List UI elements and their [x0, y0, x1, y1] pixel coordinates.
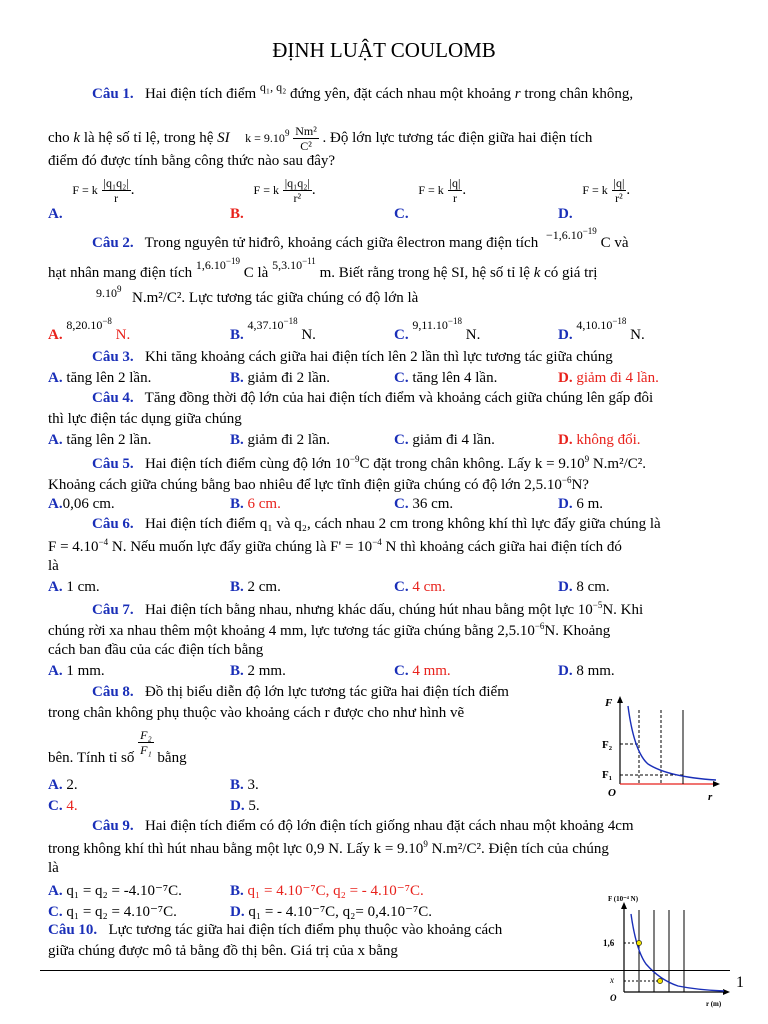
q4-line1 [92, 390, 653, 407]
answer-exp: −8 [102, 316, 112, 326]
frac-den: r² [615, 191, 623, 205]
option-letter: B. [230, 496, 244, 512]
q6-option-d[interactable] [558, 579, 610, 596]
frac-den: r [452, 191, 457, 205]
q2-n-exp: −19 [225, 256, 240, 266]
q1-option-a[interactable]: A. F = k $\frac{\text{|q₁q₂|}}{r}$ . [48, 176, 135, 222]
option-letter: C. [48, 798, 63, 814]
q8-option-c[interactable] [48, 798, 78, 815]
option-letter: A. [48, 579, 63, 595]
q8-text: bằng [157, 750, 187, 766]
q2-dist-exp: −11 [302, 256, 316, 266]
q9-text: trong không khí thì hút nhau bằng một lực 0,9 N. Lấy k = 9.10 [48, 841, 424, 857]
ratio-den: F₁ [140, 743, 152, 757]
q1-option-c[interactable]: C. F = k $\frac{|q|}{r}$ . [394, 176, 467, 222]
answer: tăng lên 2 lần. [66, 432, 152, 448]
q6-line1 [92, 516, 661, 533]
q8-option-b[interactable] [230, 777, 259, 794]
q7-exp: −6 [534, 621, 545, 631]
q10-line1 [48, 922, 502, 939]
option-letter: A. [48, 205, 63, 222]
option-letter: A. [48, 663, 63, 679]
q1-k-exp: 9 [284, 128, 290, 138]
option-letter: D. [558, 370, 573, 386]
option-letter: B. [230, 663, 244, 679]
graph-label-f1: F₁ [602, 769, 613, 781]
graph-label-f: F [605, 697, 613, 709]
formula: F = k [253, 182, 279, 197]
q5-line1 [92, 454, 646, 473]
q2-option-d[interactable] [558, 316, 645, 343]
q2-option-a[interactable] [48, 316, 131, 343]
option-letter: A. [48, 370, 63, 386]
q8-label: Câu 8. [92, 684, 134, 700]
option-letter: C. [394, 370, 409, 386]
option-letter: D. [558, 663, 573, 679]
q5-label: Câu 5. [92, 456, 134, 472]
q2-dist: 5,3.10 [272, 258, 303, 272]
option-letter: B. [230, 432, 244, 448]
answer-unit: N. [115, 327, 131, 343]
graph-label-x: x [610, 975, 614, 985]
frac-den: r [114, 191, 119, 205]
option-letter: A. [48, 432, 63, 448]
answer: 4 mm. [412, 663, 451, 679]
answer: 2. [66, 777, 78, 793]
q6-exp: −4 [98, 537, 109, 547]
q8-option-d[interactable] [230, 798, 260, 815]
q1-text: . Độ lớn lực tương tác điện giữa hai điện tích [322, 130, 593, 146]
option-letter: D. [558, 205, 573, 222]
q5-text: Hai điện tích điểm cùng độ lớn 10 [144, 456, 350, 472]
q2-text: N.m²/C². Lực tương tác giữa chúng có độ lớn là [132, 290, 419, 306]
q7-text: N. Khoảng [544, 623, 611, 639]
q1-sym-r: r [514, 86, 521, 102]
option-letter: B. [230, 579, 244, 595]
q4-option-c[interactable] [394, 432, 495, 449]
q8-ratio [138, 728, 154, 757]
q7-option-c[interactable] [394, 663, 451, 680]
q2-line1 [92, 226, 629, 252]
option-letter: C. [394, 327, 409, 343]
q7-text: N. Khi [602, 602, 644, 618]
force-curve [631, 914, 724, 991]
q2-option-c[interactable] [394, 316, 481, 343]
q9-line1 [92, 818, 634, 835]
answer: q₁ = q₂ = -4.10⁻⁷C. [66, 883, 182, 899]
formula: F = k [582, 182, 608, 197]
q9-text: N.m²/C². Điện tích của chúng [431, 841, 609, 857]
q6-line3: là [48, 558, 59, 574]
q2-text: C và [600, 235, 629, 251]
q5-text: N? [571, 477, 589, 493]
q5-text: C đặt trong chân không. Lấy k = 9.10 [359, 456, 585, 472]
q1-sym-si: SI [217, 130, 230, 146]
q5-line2 [48, 475, 589, 494]
graph-label-16: 1,6 [603, 938, 615, 948]
y-axis-arrow [617, 696, 623, 703]
q8-text: bên. Tính tỉ số [48, 750, 135, 766]
answer-exp: −18 [283, 316, 298, 326]
point-marker [657, 978, 662, 983]
q8-option-a[interactable] [48, 777, 78, 794]
q2-text: m. Biết rằng trong hệ SI, hệ số tỉ lệ [319, 265, 530, 281]
q5-option-a[interactable] [48, 496, 115, 513]
answer: giảm đi 2 lần. [247, 370, 331, 386]
q8-graph [598, 692, 728, 804]
q9-line2 [48, 839, 609, 858]
q10-label: Câu 10. [48, 922, 98, 938]
q6-exp: −4 [372, 537, 382, 547]
q1-text: trong chân không, [524, 86, 634, 102]
q5-exp: −6 [561, 475, 572, 485]
q7-option-d[interactable] [558, 663, 615, 680]
q6-line2 [48, 537, 622, 556]
frac-num: |q| [613, 176, 625, 190]
graph-label-o: O [608, 787, 616, 799]
q2-k-val: 9.10 [96, 286, 117, 300]
q8-line2: trong chân không phụ thuộc vào khoảng cách r được cho như hình vẽ [48, 705, 465, 721]
frac-num: |q₁q₂| [284, 176, 310, 190]
formula-frac [283, 176, 312, 205]
answer: 0,06 cm. [62, 496, 115, 512]
q1-text: là hệ số tỉ lệ, trong hệ [83, 130, 214, 146]
q1-option-d[interactable]: D. F = k $\frac{|q|}{\text{r²}}$ . [558, 176, 631, 222]
q5-option-d[interactable] [558, 496, 603, 513]
graph-label-o: O [610, 993, 617, 1003]
q5-option-b[interactable] [230, 496, 281, 513]
answer: 4 cm. [412, 579, 446, 595]
q8-text: Đồ thị biểu diễn độ lớn lực tương tác giữa hai điện tích điểm [144, 684, 509, 700]
q1-k-den: C² [300, 139, 312, 154]
q3-line1 [92, 349, 613, 366]
q2-line2 [48, 256, 598, 282]
q5-exp: 9 [584, 454, 590, 464]
q4-text: Tăng đồng thời độ lớn của hai điện tích điểm và khoảng cách giữa chúng lên gấp đôi [144, 390, 654, 406]
q2-label: Câu 2. [92, 235, 134, 251]
option-letter: B. [230, 327, 244, 343]
q7-option-a[interactable] [48, 663, 105, 680]
q1-k-unit [293, 124, 319, 153]
option-letter: C. [394, 663, 409, 679]
q3-option-c[interactable] [394, 370, 497, 387]
answer: không đổi. [576, 432, 641, 448]
answer: tăng lên 4 lần. [412, 370, 498, 386]
q7-text: Hai điện tích bằng nhau, nhưng khác dấu, chúng hút nhau bằng một lực 10 [144, 602, 593, 618]
x-axis-arrow [713, 781, 720, 787]
formula: F = k [72, 182, 98, 197]
q6-text: F = 4.10 [48, 539, 99, 555]
q6-option-b[interactable] [230, 579, 281, 596]
q1-line2 [48, 110, 592, 153]
graph-label-r: r (m) [706, 1000, 722, 1008]
option-letter: B. [230, 777, 244, 793]
frac-num: |q₁q₂| [103, 176, 129, 190]
option-letter: C. [394, 579, 409, 595]
q4-line2: thì lực điện tác dụng giữa chúng [48, 411, 242, 427]
answer: tăng lên 2 lần. [66, 370, 152, 386]
q8-line3 [48, 728, 187, 767]
q7-line3: cách ban đầu của các điện tích bằng [48, 642, 264, 658]
answer: 2 cm. [247, 579, 281, 595]
answer-exp: −18 [612, 316, 627, 326]
answer: 8,20.10 [66, 318, 103, 332]
q10-graph [598, 892, 738, 1010]
q5-text: Khoảng cách giữa chúng bằng bao nhiêu để lực tĩnh điện giữa chúng có độ lớn 2,5.10 [48, 477, 562, 493]
q7-line1 [92, 600, 643, 619]
answer: 8 cm. [576, 579, 610, 595]
q5-text: N.m²/C². [592, 456, 647, 472]
q6-option-c[interactable] [394, 579, 446, 596]
answer: 4,10.10 [576, 318, 613, 332]
answer: 8 mm. [576, 663, 615, 679]
frac-num: |q| [449, 176, 461, 190]
q9-exp: 9 [423, 839, 428, 849]
q5-exp: −9 [349, 454, 360, 464]
q2-text: C là [243, 265, 269, 281]
q9-line3: là [48, 860, 59, 876]
formula-frac [102, 176, 131, 205]
q10-text: Lực tương tác giữa hai điện tích điểm phụ thuộc vào khoảng cách [108, 922, 503, 938]
option-letter: B. [230, 883, 244, 899]
answer: 1 mm. [66, 663, 105, 679]
option-letter: A. [48, 496, 63, 512]
q9-label: Câu 9. [92, 818, 134, 834]
q7-option-b[interactable] [230, 663, 286, 680]
answer-unit: N. [465, 327, 481, 343]
q4-label: Câu 4. [92, 390, 134, 406]
q7-line2 [48, 621, 610, 640]
q6-text: N. Nếu muốn lực đẩy giữa chúng là F' = 10 [111, 539, 373, 555]
force-curve [628, 706, 716, 780]
answer-exp: −18 [447, 316, 462, 326]
q4-option-b[interactable] [230, 432, 330, 449]
q4-option-d[interactable] [558, 432, 641, 449]
answer: 4. [66, 798, 78, 814]
option-letter: D. [558, 579, 573, 595]
answer-unit: N. [301, 327, 316, 343]
q6-label: Câu 6. [92, 516, 134, 532]
option-letter: C. [48, 904, 63, 920]
q2-n-charge: 1,6.10 [195, 258, 226, 272]
answer: 3. [247, 777, 259, 793]
q1-text: Hai điện tích điểm [144, 86, 257, 102]
q9-option-d[interactable] [230, 902, 432, 921]
formula: F = k [418, 182, 444, 197]
answer-unit: N. [630, 327, 645, 343]
q2-k-exp: 9 [117, 284, 122, 294]
q3-option-d[interactable] [558, 370, 659, 387]
option-letter: C. [394, 205, 409, 222]
graph-label-r: r [708, 791, 713, 803]
footer-divider [40, 970, 730, 971]
option-letter: B. [230, 370, 244, 386]
answer: 4,37.10 [247, 318, 284, 332]
answer: 1 cm. [66, 579, 100, 595]
q1-option-b[interactable]: B. F = k $\frac{\text{|q₁q₂|}}{\text{r²}}$ . [230, 176, 316, 222]
option-letter: A. [48, 327, 63, 343]
q1-text: cho [48, 130, 70, 146]
q9-option-b[interactable] [230, 881, 424, 900]
answer: 2 mm. [247, 663, 286, 679]
answer: giảm đi 4 lần. [412, 432, 495, 448]
q1-k-lhs: k = 9.10 [245, 131, 285, 145]
formula-frac [612, 176, 627, 205]
answer: q₁ = - 4.10⁻⁷C, q₂= 0,4.10⁻⁷C. [248, 904, 433, 920]
q6-text: N thì khoảng cách giữa hai điện tích đó [385, 539, 622, 555]
answer: giảm đi 4 lần. [576, 370, 659, 386]
q2-text: hạt nhân mang điện tích [48, 265, 193, 281]
q4-option-a[interactable] [48, 432, 151, 449]
q3-option-a[interactable] [48, 370, 151, 387]
x-axis-arrow [723, 989, 730, 995]
answer: 6 m. [576, 496, 604, 512]
q10-line2: giữa chúng được mô tả bằng đồ thị bên. Giá trị của x bằng [48, 943, 398, 959]
q2-text: Trong nguyên tử hiđrô, khoảng cách giữa êlectron mang điện tích [144, 235, 539, 251]
answer: 36 cm. [412, 496, 454, 512]
q8-line1 [92, 684, 509, 701]
answer: q₁ = 4.10⁻⁷C, q₂ = - 4.10⁻⁷C. [247, 883, 424, 899]
q1-sym-k: k [73, 130, 81, 146]
q5-option-c[interactable] [394, 496, 453, 513]
option-letter: D. [230, 904, 245, 920]
q2-e-charge: −1,6.10 [545, 228, 583, 242]
answer: q₁ = q₂ = 4.10⁻⁷C. [66, 904, 177, 920]
q6-text: Hai điện tích điểm q₁ và q₂, cách nhau 2 cm trong không khí thì lực đẩy giữa chúng là [144, 516, 661, 532]
q2-text: có giá trị [544, 265, 598, 281]
option-letter: D. [558, 327, 573, 343]
formula-frac [448, 176, 463, 205]
q1-k-num: Nm² [295, 124, 317, 139]
option-letter: D. [230, 798, 245, 814]
q3-text: Khi tăng khoảng cách giữa hai điện tích lên 2 lần thì lực tương tác giữa chúng [144, 349, 613, 365]
q9-text: Hai điện tích điểm có độ lớn điện tích giống nhau đặt cách nhau một khoảng 4cm [144, 818, 634, 834]
q9-option-a[interactable] [48, 881, 182, 900]
ratio-num: F₂ [140, 728, 152, 742]
answer: 5. [248, 798, 260, 814]
graph-label-f2: F₂ [602, 739, 613, 751]
page-title: ĐỊNH LUẬT COULOMB [272, 38, 496, 62]
option-letter: D. [558, 432, 573, 448]
q1-line3: điểm đó được tính bằng công thức nào sau đây? [48, 153, 336, 169]
q2-sym-k: k [533, 265, 541, 281]
answer: 6 cm. [247, 496, 281, 512]
option-letter: C. [394, 496, 409, 512]
y-axis-arrow [621, 902, 627, 909]
q1-line1 [92, 80, 634, 103]
q9-option-c[interactable] [48, 902, 177, 921]
q7-exp: −5 [592, 600, 603, 610]
q1-label: Câu 1. [92, 86, 134, 102]
q7-label: Câu 7. [92, 602, 134, 618]
graph-label-f: F (10⁻⁴ N) [608, 895, 639, 903]
answer: giảm đi 2 lần. [247, 432, 331, 448]
option-letter: B. [230, 205, 244, 222]
q3-option-b[interactable] [230, 370, 330, 387]
q1-text: đứng yên, đặt cách nhau một khoảng [290, 86, 512, 102]
q1-q12: q₁, q₂ [259, 80, 287, 94]
frac-den: r² [293, 191, 302, 205]
option-letter: C. [394, 432, 409, 448]
q6-option-a[interactable] [48, 579, 100, 596]
q7-text: chúng rời xa nhau thêm một khoảng 4 mm, lực tương tác giữa chúng bằng 2,5.10 [48, 623, 535, 639]
q2-option-b[interactable] [230, 316, 316, 343]
q3-label: Câu 3. [92, 349, 134, 365]
point-marker [636, 940, 641, 945]
q2-line3 [48, 290, 418, 307]
option-letter: D. [558, 496, 573, 512]
option-letter: A. [48, 777, 63, 793]
page-number: 1 [736, 974, 744, 991]
answer: 9,11.10 [412, 318, 448, 332]
option-letter: A. [48, 883, 63, 899]
q2-e-exp: −19 [582, 226, 597, 236]
